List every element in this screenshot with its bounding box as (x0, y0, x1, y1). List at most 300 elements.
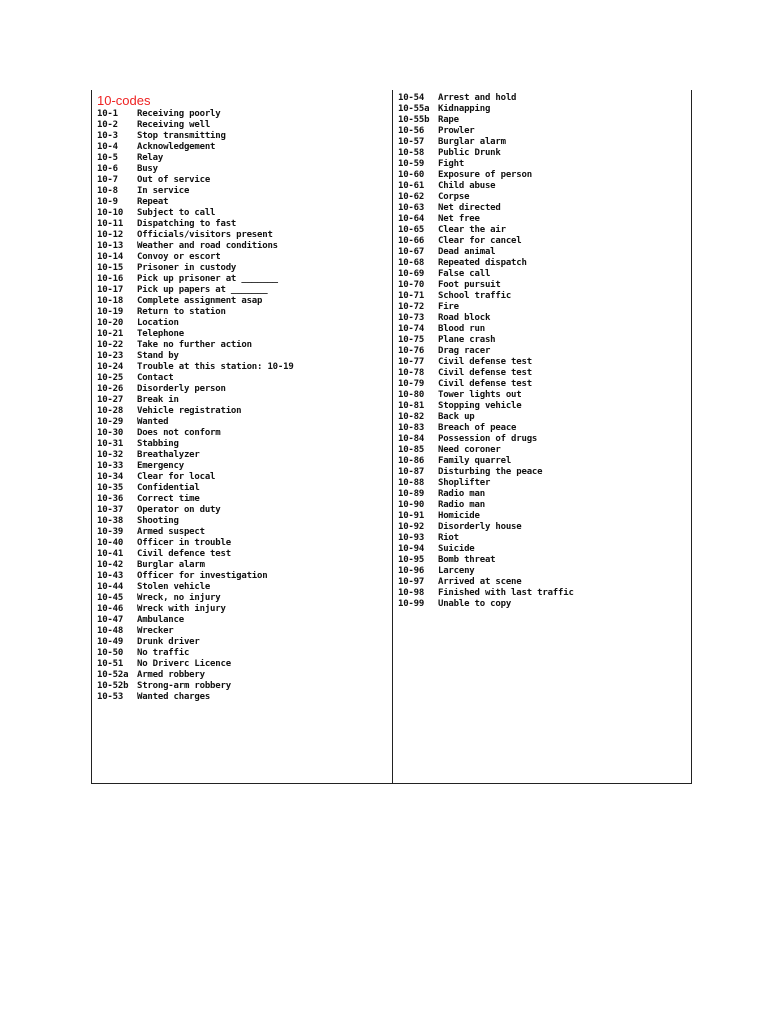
code-number: 10-33 (97, 461, 124, 471)
code-meaning: Drunk driver (137, 637, 200, 647)
code-meaning: Arrived at scene (438, 577, 522, 587)
code-row (97, 395, 389, 406)
code-number: 10-85 (398, 445, 425, 455)
code-meaning: Location (137, 318, 179, 328)
code-meaning: Shooting (137, 516, 179, 526)
code-row (398, 170, 688, 181)
code-meaning: Ambulance (137, 615, 184, 625)
code-row (97, 615, 389, 626)
code-row (398, 522, 688, 533)
code-meaning: Civil defense test (438, 368, 532, 378)
code-row (398, 269, 688, 280)
code-number: 10-40 (97, 538, 124, 548)
code-meaning: Prisoner in custody (137, 263, 237, 273)
code-row (398, 368, 688, 379)
code-meaning: Breathalyzer (137, 450, 200, 460)
code-number: 10-13 (97, 241, 124, 251)
code-row (97, 626, 389, 637)
code-number: 10-42 (97, 560, 124, 570)
code-number: 10-7 (97, 175, 118, 185)
code-meaning: Homicide (438, 511, 480, 521)
code-meaning: Wreck with injury (137, 604, 226, 614)
code-number: 10-71 (398, 291, 425, 301)
code-number: 10-24 (97, 362, 124, 372)
left-column (97, 94, 389, 703)
code-row (97, 109, 389, 120)
code-meaning: Radio man (438, 489, 485, 499)
code-row (97, 582, 389, 593)
code-meaning: Burglar alarm (438, 137, 506, 147)
code-number: 10-28 (97, 406, 124, 416)
code-number: 10-12 (97, 230, 124, 240)
code-meaning: Plane crash (438, 335, 496, 345)
code-number: 10-73 (398, 313, 425, 323)
code-meaning: False call (438, 269, 491, 279)
code-row (398, 280, 688, 291)
code-number: 10-26 (97, 384, 124, 394)
code-meaning: Bomb threat (438, 555, 496, 565)
code-row (398, 324, 688, 335)
code-meaning: Unable to copy (438, 599, 512, 609)
code-number: 10-4 (97, 142, 118, 152)
code-row (97, 175, 389, 186)
code-number: 10-31 (97, 439, 124, 449)
code-meaning: Corpse (438, 192, 470, 202)
code-row (97, 219, 389, 230)
code-row (97, 670, 389, 681)
code-row (97, 593, 389, 604)
code-row (398, 335, 688, 346)
code-row (398, 192, 688, 203)
code-row (398, 489, 688, 500)
code-meaning: Drag racer (438, 346, 491, 356)
code-meaning: Correct time (137, 494, 200, 504)
code-meaning: Riot (438, 533, 459, 543)
code-meaning: Break in (137, 395, 179, 405)
code-number: 10-96 (398, 566, 425, 576)
code-number: 10-97 (398, 577, 425, 587)
code-row (398, 159, 688, 170)
code-meaning: Stopping vehicle (438, 401, 522, 411)
code-number: 10-20 (97, 318, 124, 328)
code-number: 10-88 (398, 478, 425, 488)
code-meaning: Disorderly house (438, 522, 522, 532)
code-number: 10-44 (97, 582, 124, 592)
code-meaning: Stabbing (137, 439, 179, 449)
code-meaning: Repeat (137, 197, 169, 207)
code-number: 10-35 (97, 483, 124, 493)
code-meaning: Receiving poorly (137, 109, 221, 119)
code-row (97, 516, 389, 527)
code-row (398, 126, 688, 137)
code-row (398, 445, 688, 456)
code-number: 10-55b (398, 115, 430, 125)
code-meaning: Family quarrel (438, 456, 512, 466)
code-row (398, 566, 688, 577)
code-number: 10-45 (97, 593, 124, 603)
code-row (97, 406, 389, 417)
code-row (97, 351, 389, 362)
code-row (97, 428, 389, 439)
code-meaning: Finished with last traffic (438, 588, 574, 598)
code-row (398, 390, 688, 401)
code-number: 10-14 (97, 252, 124, 262)
code-number: 10-81 (398, 401, 425, 411)
code-number: 10-68 (398, 258, 425, 268)
code-meaning: Receiving well (137, 120, 211, 130)
code-row (97, 538, 389, 549)
code-row (97, 549, 389, 560)
code-number: 10-30 (97, 428, 124, 438)
right-column (398, 93, 688, 610)
code-row (97, 120, 389, 131)
code-number: 10-52b (97, 681, 129, 691)
code-row (398, 104, 688, 115)
code-meaning: Wanted charges (137, 692, 211, 702)
code-row (398, 291, 688, 302)
code-row (97, 648, 389, 659)
code-meaning: Return to station (137, 307, 226, 317)
code-row (97, 296, 389, 307)
code-row (97, 450, 389, 461)
code-number: 10-19 (97, 307, 124, 317)
code-row (97, 494, 389, 505)
code-meaning: Armed suspect (137, 527, 205, 537)
code-number: 10-43 (97, 571, 124, 581)
code-row (97, 208, 389, 219)
code-number: 10-62 (398, 192, 425, 202)
code-row (398, 181, 688, 192)
code-number: 10-93 (398, 533, 425, 543)
code-meaning: Officials/visitors present (137, 230, 273, 240)
left-code-list (97, 109, 389, 703)
code-meaning: Civil defense test (438, 379, 532, 389)
code-meaning: School traffic (438, 291, 512, 301)
code-number: 10-59 (398, 159, 425, 169)
code-meaning: Net directed (438, 203, 501, 213)
code-meaning: Fire (438, 302, 459, 312)
code-row (398, 137, 688, 148)
code-row (398, 434, 688, 445)
code-number: 10-48 (97, 626, 124, 636)
code-row (97, 659, 389, 670)
code-meaning: Larceny (438, 566, 475, 576)
code-meaning: Prowler (438, 126, 475, 136)
code-row (97, 252, 389, 263)
code-row (97, 604, 389, 615)
code-row (97, 153, 389, 164)
code-number: 10-5 (97, 153, 118, 163)
code-meaning: Clear for cancel (438, 236, 522, 246)
code-row (97, 384, 389, 395)
code-meaning: Does not conform (137, 428, 221, 438)
code-number: 10-18 (97, 296, 124, 306)
code-meaning: Wrecker (137, 626, 174, 636)
code-meaning: Confidential (137, 483, 200, 493)
code-row (398, 115, 688, 126)
code-number: 10-63 (398, 203, 425, 213)
code-meaning: Pick up prisoner at _______ (137, 274, 278, 284)
code-meaning: Complete assignment asap (137, 296, 263, 306)
code-number: 10-6 (97, 164, 118, 174)
code-number: 10-46 (97, 604, 124, 614)
code-meaning: Contact (137, 373, 174, 383)
code-number: 10-91 (398, 511, 425, 521)
code-row (398, 346, 688, 357)
code-meaning: Child abuse (438, 181, 496, 191)
code-meaning: Kidnapping (438, 104, 491, 114)
code-number: 10-38 (97, 516, 124, 526)
code-meaning: Repeated dispatch (438, 258, 527, 268)
code-meaning: Stolen vehicle (137, 582, 211, 592)
code-meaning: Trouble at this station: 10-19 (137, 362, 294, 372)
code-meaning: Acknowledgement (137, 142, 216, 152)
code-number: 10-49 (97, 637, 124, 647)
code-number: 10-83 (398, 423, 425, 433)
code-number: 10-90 (398, 500, 425, 510)
code-number: 10-9 (97, 197, 118, 207)
code-meaning: Pick up papers at _______ (137, 285, 268, 295)
code-number: 10-50 (97, 648, 124, 658)
code-number: 10-10 (97, 208, 124, 218)
code-row (97, 142, 389, 153)
code-number: 10-87 (398, 467, 425, 477)
code-meaning: Civil defence test (137, 549, 231, 559)
code-row (97, 362, 389, 373)
code-number: 10-8 (97, 186, 118, 196)
code-meaning: Strong-arm robbery (137, 681, 231, 691)
code-meaning: Wanted (137, 417, 169, 427)
code-row (398, 511, 688, 522)
code-number: 10-27 (97, 395, 124, 405)
code-row (398, 423, 688, 434)
code-row (97, 318, 389, 329)
code-row (398, 544, 688, 555)
code-meaning: No Driverс Licence (137, 659, 231, 669)
code-number: 10-54 (398, 93, 425, 103)
code-number: 10-76 (398, 346, 425, 356)
code-number: 10-21 (97, 329, 124, 339)
code-meaning: Fight (438, 159, 465, 169)
code-number: 10-74 (398, 324, 425, 334)
code-row (398, 599, 688, 610)
code-number: 10-11 (97, 219, 124, 229)
code-row (97, 373, 389, 384)
code-row (398, 467, 688, 478)
code-number: 10-23 (97, 351, 124, 361)
code-row (398, 478, 688, 489)
code-meaning: Exposure of person (438, 170, 532, 180)
code-number: 10-39 (97, 527, 124, 537)
code-number: 10-36 (97, 494, 124, 504)
code-meaning: Stand by (137, 351, 179, 361)
code-number: 10-61 (398, 181, 425, 191)
code-meaning: Stop transmitting (137, 131, 226, 141)
code-row (398, 357, 688, 368)
code-meaning: No traffic (137, 648, 190, 658)
code-meaning: Disorderly person (137, 384, 226, 394)
code-row (398, 203, 688, 214)
code-row (97, 692, 389, 703)
code-row (398, 313, 688, 324)
code-number: 10-41 (97, 549, 124, 559)
code-row (398, 379, 688, 390)
code-meaning: Tower lights out (438, 390, 522, 400)
code-meaning: Vehicle registration (137, 406, 242, 416)
code-number: 10-37 (97, 505, 124, 515)
code-number: 10-82 (398, 412, 425, 422)
code-number: 10-75 (398, 335, 425, 345)
code-row (97, 197, 389, 208)
code-row (97, 241, 389, 252)
code-meaning: Emergency (137, 461, 184, 471)
code-row (97, 131, 389, 142)
code-meaning: Rape (438, 115, 459, 125)
code-row (398, 247, 688, 258)
code-row (97, 340, 389, 351)
code-row (97, 505, 389, 516)
code-number: 10-77 (398, 357, 425, 367)
code-row (398, 225, 688, 236)
code-number: 10-32 (97, 450, 124, 460)
code-number: 10-60 (398, 170, 425, 180)
code-meaning: Blood run (438, 324, 485, 334)
code-row (398, 148, 688, 159)
code-number: 10-79 (398, 379, 425, 389)
code-row (97, 164, 389, 175)
code-row (97, 461, 389, 472)
code-number: 10-1 (97, 109, 118, 119)
code-row (97, 637, 389, 648)
code-meaning: Dispatching to fast (137, 219, 237, 229)
code-row (398, 412, 688, 423)
code-number: 10-78 (398, 368, 425, 378)
code-row (398, 555, 688, 566)
code-number: 10-22 (97, 340, 124, 350)
code-meaning: Out of service (137, 175, 211, 185)
code-number: 10-65 (398, 225, 425, 235)
code-row (398, 500, 688, 511)
code-row (97, 571, 389, 582)
code-row (97, 230, 389, 241)
code-number: 10-95 (398, 555, 425, 565)
code-number: 10-53 (97, 692, 124, 702)
code-row (398, 214, 688, 225)
code-number: 10-34 (97, 472, 124, 482)
code-meaning: Weather and road conditions (137, 241, 278, 251)
code-number: 10-67 (398, 247, 425, 257)
code-row (398, 577, 688, 588)
code-meaning: Net free (438, 214, 480, 224)
code-row (97, 285, 389, 296)
code-meaning: Armed robbery (137, 670, 205, 680)
code-meaning: Arrest and hold (438, 93, 517, 103)
code-meaning: Burglar alarm (137, 560, 205, 570)
code-number: 10-98 (398, 588, 425, 598)
code-number: 10-52a (97, 670, 129, 680)
code-row (398, 93, 688, 104)
code-number: 10-51 (97, 659, 124, 669)
code-meaning: Relay (137, 153, 164, 163)
code-number: 10-99 (398, 599, 425, 609)
code-row (97, 263, 389, 274)
code-meaning: Road block (438, 313, 491, 323)
code-meaning: Need coroner (438, 445, 501, 455)
code-number: 10-84 (398, 434, 425, 444)
code-meaning: Clear for local (137, 472, 216, 482)
code-meaning: Officer for investigation (137, 571, 268, 581)
code-meaning: Radio man (438, 500, 485, 510)
code-number: 10-72 (398, 302, 425, 312)
code-meaning: Subject to call (137, 208, 216, 218)
code-number: 10-58 (398, 148, 425, 158)
code-row (398, 236, 688, 247)
right-code-list (398, 93, 688, 610)
code-number: 10-29 (97, 417, 124, 427)
code-row (398, 533, 688, 544)
code-row (97, 439, 389, 450)
code-meaning: Possession of drugs (438, 434, 538, 444)
code-row (398, 401, 688, 412)
code-meaning: Telephone (137, 329, 184, 339)
code-row (97, 483, 389, 494)
code-row (97, 417, 389, 428)
code-number: 10-86 (398, 456, 425, 466)
code-number: 10-3 (97, 131, 118, 141)
code-number: 10-92 (398, 522, 425, 532)
code-number: 10-64 (398, 214, 425, 224)
code-meaning: Convoy or escort (137, 252, 221, 262)
column-divider (392, 90, 393, 784)
code-meaning: Officer in trouble (137, 538, 231, 548)
code-row (97, 307, 389, 318)
code-number: 10-80 (398, 390, 425, 400)
code-number: 10-15 (97, 263, 124, 273)
code-meaning: Disturbing the peace (438, 467, 543, 477)
code-row (97, 274, 389, 285)
code-meaning: Back up (438, 412, 475, 422)
code-row (398, 588, 688, 599)
code-number: 10-66 (398, 236, 425, 246)
code-meaning: In service (137, 186, 190, 196)
code-row (97, 186, 389, 197)
code-number: 10-56 (398, 126, 425, 136)
code-meaning: Shoplifter (438, 478, 491, 488)
code-number: 10-17 (97, 285, 124, 295)
code-row (398, 302, 688, 313)
code-meaning: Operator on duty (137, 505, 221, 515)
code-number: 10-57 (398, 137, 425, 147)
code-meaning: Wreck, no injury (137, 593, 221, 603)
code-number: 10-89 (398, 489, 425, 499)
code-number: 10-25 (97, 373, 124, 383)
code-number: 10-55a (398, 104, 430, 114)
code-meaning: Take no further action (137, 340, 252, 350)
code-row (97, 472, 389, 483)
document-title: 10-codes (97, 93, 151, 108)
code-number: 10-69 (398, 269, 425, 279)
code-meaning: Busy (137, 164, 158, 174)
code-meaning: Clear the air (438, 225, 506, 235)
code-row (97, 681, 389, 692)
code-meaning: Dead animal (438, 247, 496, 257)
code-row (398, 456, 688, 467)
code-row (97, 527, 389, 538)
code-row (398, 258, 688, 269)
code-number: 10-94 (398, 544, 425, 554)
code-number: 10-2 (97, 120, 118, 130)
code-number: 10-70 (398, 280, 425, 290)
